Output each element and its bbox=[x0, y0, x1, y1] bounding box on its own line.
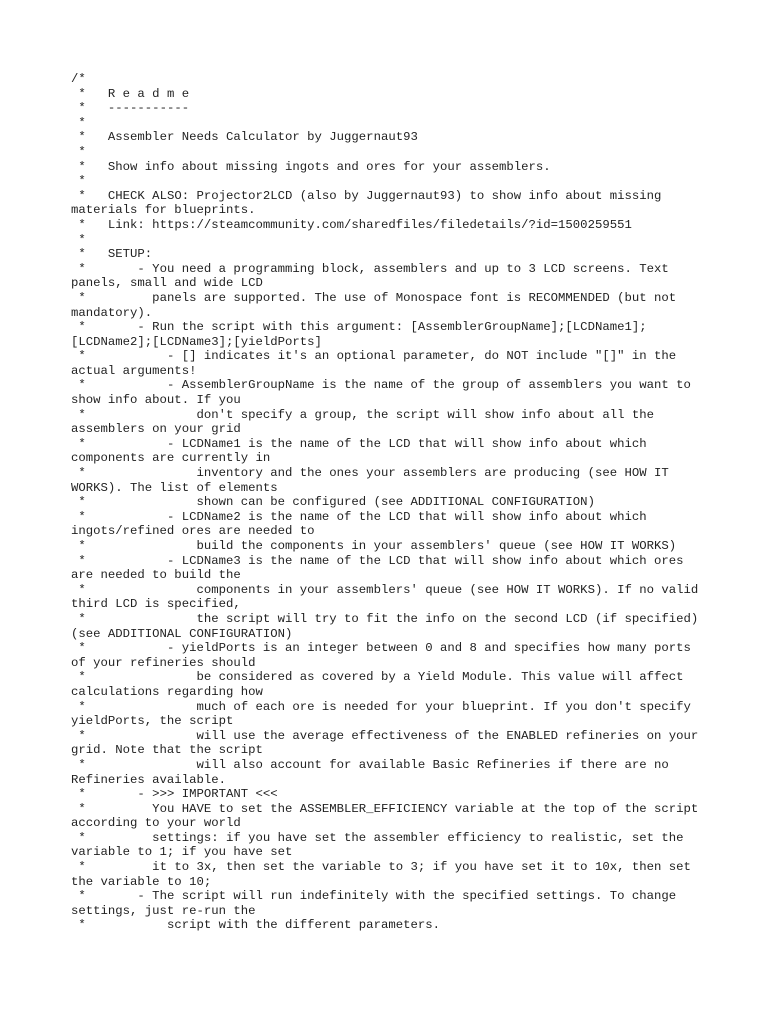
readme-line: * the script will try to fit the info on the second LCD (if specified) (see ADDITIONAL CONFIGURATION) bbox=[71, 611, 706, 641]
readme-line: * bbox=[71, 115, 86, 130]
readme-line: * ----------- bbox=[71, 101, 190, 116]
readme-line: * bbox=[71, 174, 86, 189]
readme-line: * You HAVE to set the ASSEMBLER_EFFICIENCY variable at the top of the script according to your world bbox=[71, 801, 706, 831]
readme-line: * - >>> IMPORTANT <<< bbox=[71, 787, 278, 802]
readme-line: * SETUP: bbox=[71, 247, 153, 262]
readme-line: * - yieldPorts is an integer between 0 and 8 and specifies how many ports of your refineries should bbox=[71, 641, 699, 670]
readme-line: * be considered as covered by a Yield Module. This value will affect calculations regarding how bbox=[71, 670, 691, 699]
readme-line: * CHECK ALSO: Projector2LCD (also by Juggernaut93) to show info about missing materials for blueprints. bbox=[71, 188, 669, 218]
readme-line: * bbox=[71, 232, 86, 247]
readme-line: * settings: if you have set the assembler efficiency to realistic, set the variable to 1; if you have set bbox=[71, 830, 691, 860]
readme-line: * - LCDName3 is the name of the LCD that will show info about which ores are needed to build the bbox=[71, 553, 691, 583]
readme-line: * R e a d m e bbox=[71, 86, 190, 101]
readme-line: * don't specify a group, the script will show info about all the assemblers on your grid bbox=[71, 407, 662, 437]
readme-line: * Link: https://steamcommunity.com/sharedfiles/filedetails/?id=1500259551 bbox=[71, 217, 632, 232]
readme-line: * components in your assemblers' queue (see HOW IT WORKS). If no valid third LCD is specified, bbox=[71, 582, 706, 612]
readme-line: * inventory and the ones your assemblers are producing (see HOW IT WORKS). The list of elements bbox=[71, 466, 677, 495]
readme-line: * - The script will run indefinitely with the specified settings. To change settings, just re-run the bbox=[71, 889, 684, 918]
readme-line: * bbox=[71, 144, 86, 159]
readme-line: * Assembler Needs Calculator by Juggernaut93 bbox=[71, 130, 418, 145]
readme-line: * - Run the script with this argument: [AssemblerGroupName];[LCDName1];[LCDName2];[LCDName3];[yieldPorts] bbox=[71, 320, 647, 349]
readme-line: * - AssemblerGroupName is the name of the group of assemblers you want to show info about. If you bbox=[71, 378, 699, 408]
readme-line: * - [] indicates it's an optional parameter, do NOT include "[]" in the actual arguments! bbox=[71, 349, 684, 378]
readme-document bbox=[71, 72, 711, 933]
readme-line: * Show info about missing ingots and ores for your assemblers. bbox=[71, 159, 551, 174]
readme-line: * script with the different parameters. bbox=[71, 918, 440, 933]
readme-line: * it to 3x, then set the variable to 3; if you have set it to 10x, then set the variable to 10; bbox=[71, 860, 699, 889]
readme-line: * shown can be configured (see ADDITIONAL CONFIGURATION) bbox=[71, 495, 595, 510]
readme-line: * will use the average effectiveness of the ENABLED refineries on your grid. Note that the script bbox=[71, 728, 706, 758]
readme-line: * build the components in your assemblers' queue (see HOW IT WORKS) bbox=[71, 539, 677, 553]
readme-line: /* bbox=[71, 72, 86, 86]
readme-line: * will also account for available Basic Refineries if there are no Refineries available. bbox=[71, 757, 677, 787]
readme-line: * much of each ore is needed for your blueprint. If you don't specify yieldPorts, the script bbox=[71, 699, 699, 729]
readme-line: * - LCDName2 is the name of the LCD that will show info about which ingots/refined ores are needed to bbox=[71, 509, 654, 539]
readme-line: * panels are supported. The use of Monospace font is RECOMMENDED (but not mandatory). bbox=[71, 290, 684, 320]
readme-line: * - LCDName1 is the name of the LCD that will show info about which components are currently in bbox=[71, 436, 654, 466]
readme-line: * - You need a programming block, assemblers and up to 3 LCD screens. Text panels, small and wide LCD bbox=[71, 261, 677, 291]
